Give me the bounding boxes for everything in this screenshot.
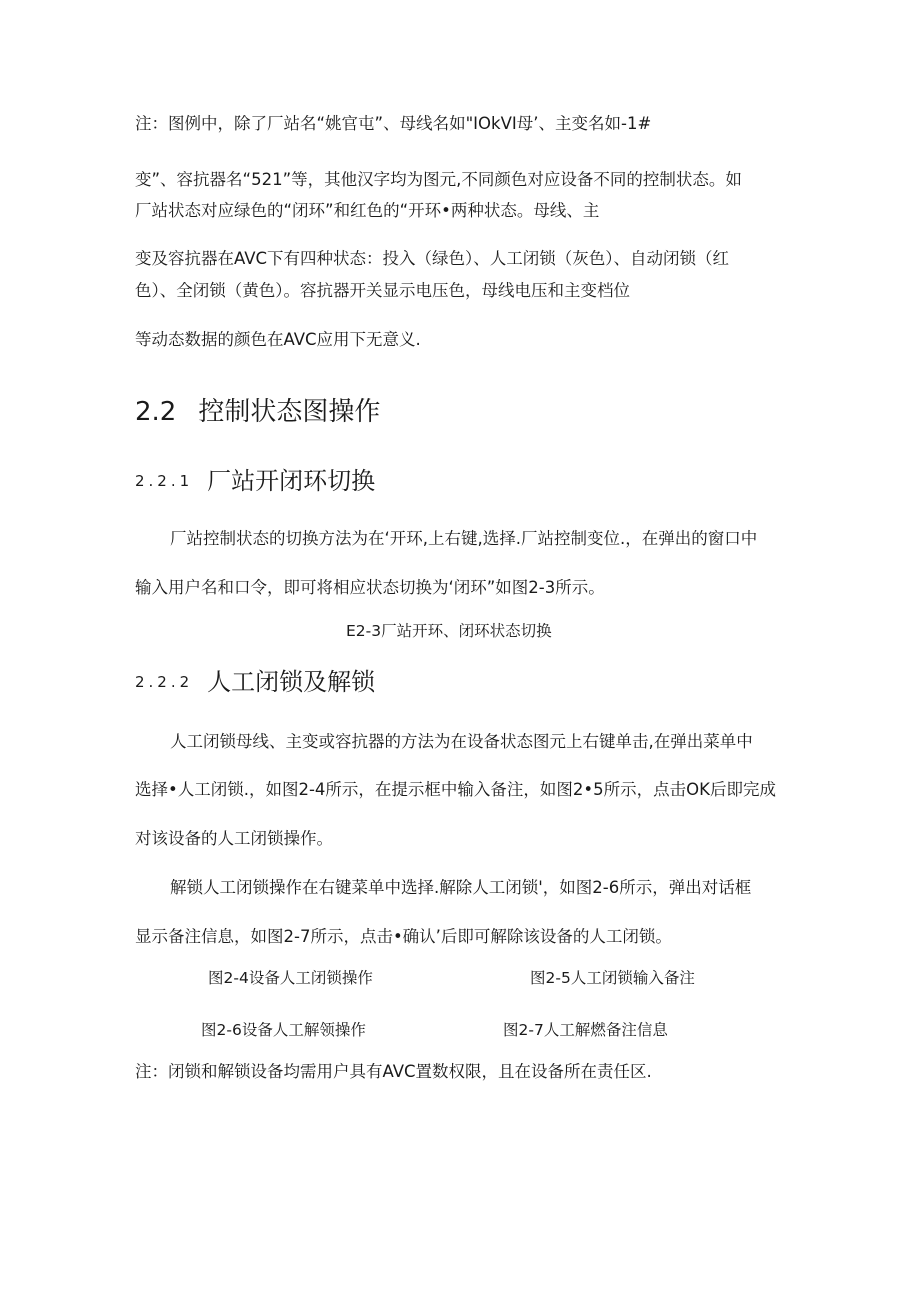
note-line-4: 变及容抗器在AVC下有四种状态：投入（绿色）、人工闭锁（灰色）、自动闭锁（红 [135, 249, 730, 268]
figure-caption-2-4: 图2-4设备人工闭锁操作 [208, 969, 373, 987]
figure-caption-2-3: E2-3厂站开环、闭环状态切换 [346, 622, 552, 640]
para-2-2-2-p1-line-3: 对该设备的人工闭锁操作。 [135, 829, 333, 848]
note-line-3: 厂站状态对应绿色的“闭环”和红色的“开环•两种状态。母线、主 [135, 201, 600, 220]
figure-caption-2-7: 图2-7人工解燃备注信息 [503, 1021, 668, 1039]
subsection-number: 2.2.1 [135, 472, 194, 490]
section-2-2-heading [135, 395, 380, 429]
section-title: 控制状态图操作 [198, 397, 381, 427]
permission-note: 注：闭锁和解锁设备均需用户具有AVC置数权限，且在设备所在责任区. [135, 1062, 652, 1081]
para-2-2-2-p2-line-1: 解锁人工闭锁操作在右键菜单中选择.解除人工闭锁'，如图2-6所示，弹出对话框 [170, 878, 752, 897]
note-line-5: 色）、全闭锁（黄色）。容抗器开关显示电压色，母线电压和主变档位 [135, 281, 630, 300]
figure-caption-2-6: 图2-6设备人工解领操作 [201, 1021, 366, 1039]
section-2-2-1-heading [135, 465, 375, 497]
section-number: 2.2 [135, 397, 177, 427]
para-2-2-1-line-1: 厂站控制状态的切换方法为在‘开环,上右键,选择.厂站控制变位.，在弹出的窗口中 [170, 529, 758, 548]
subsection-number: 2.2.2 [135, 673, 194, 691]
note-line-1: 注：图例中，除了厂站名“姚官屯”、母线名如"IOkVI母’、主变名如-1# [135, 114, 652, 133]
para-2-2-2-p1-line-1: 人工闭锁母线、主变或容抗器的方法为在设备状态图元上右键单击,在弹出菜单中 [170, 732, 753, 751]
figure-caption-2-5: 图2-5人工闭锁输入备注 [530, 969, 695, 987]
note-line-2: 变”、容抗器名“521”等，其他汉字均为图元,不同颜色对应设备不同的控制状态。如 [135, 170, 742, 189]
para-2-2-1-line-2: 输入用户名和口令，即可将相应状态切换为‘闭环”如图2-3所示。 [135, 578, 605, 597]
subsection-title: 人工闭锁及解锁 [207, 668, 376, 696]
section-2-2-2-heading [135, 666, 375, 698]
para-2-2-2-p2-line-2: 显示备注信息，如图2-7所示，点击•确认’后即可解除该设备的人工闭锁。 [135, 927, 672, 946]
note-line-6: 等动态数据的颜色在AVC应用下无意义. [135, 330, 421, 349]
para-2-2-2-p1-line-2: 选择•人工闭锁.，如图2-4所示，在提示框中输入备注，如图2•5所示，点击OK后即完成 [135, 780, 776, 799]
subsection-title: 厂站开闭环切换 [207, 467, 376, 495]
